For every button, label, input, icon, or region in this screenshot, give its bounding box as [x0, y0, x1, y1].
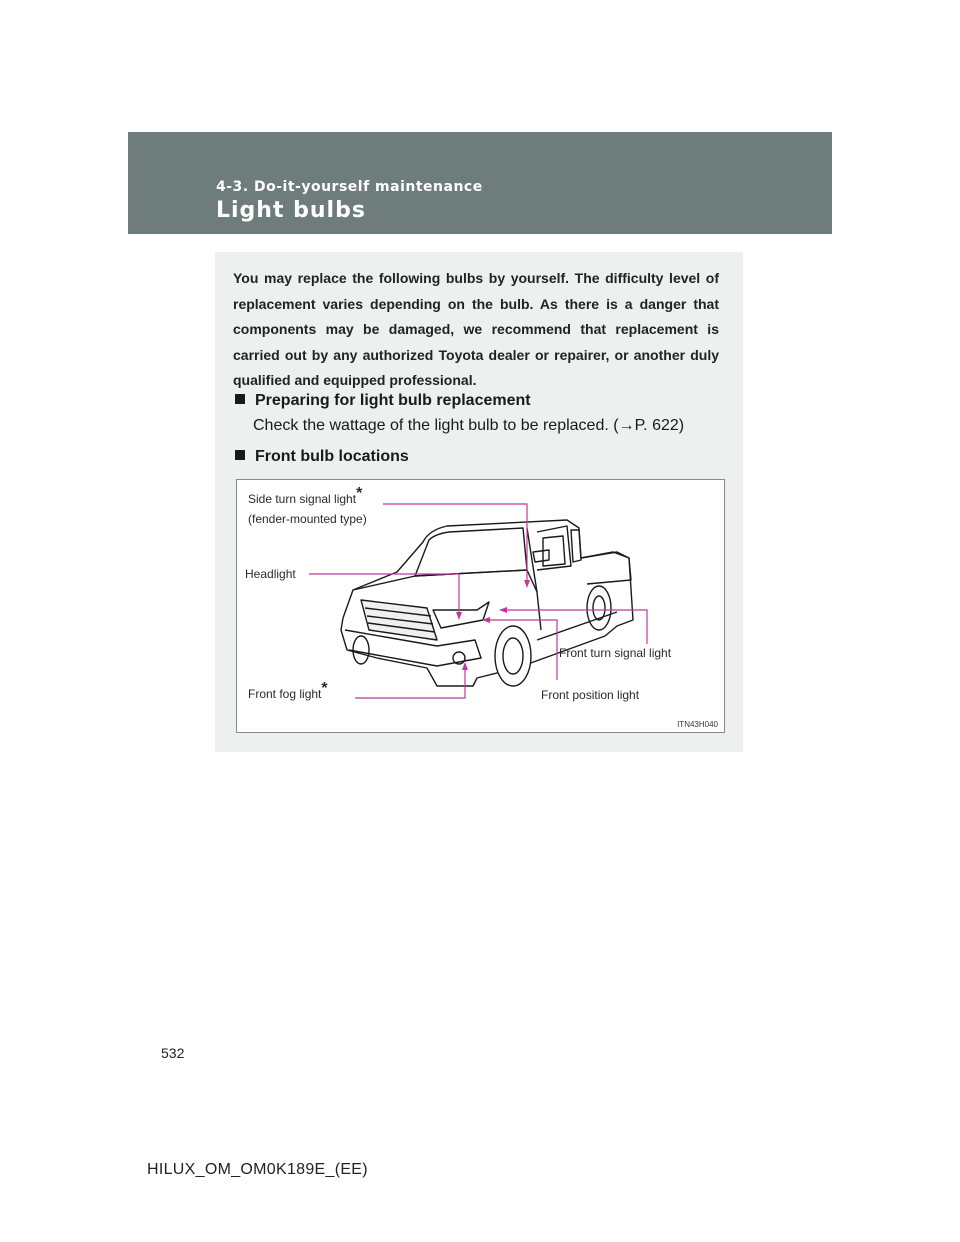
bullet-heading-preparing	[235, 392, 531, 410]
section-label: 4-3. Do-it-yourself maintenance	[216, 179, 483, 195]
callout-front-fog-light	[248, 680, 328, 701]
chapter-header-band	[128, 132, 832, 234]
callout-side-turn-signal-light	[248, 485, 363, 506]
asterisk-mark: *	[321, 680, 328, 697]
callout-front-position-light: Front position light	[541, 688, 640, 702]
callout-headlight: Headlight	[245, 567, 296, 581]
intro-paragraph: You may replace the following bulbs by yourself. The difficulty level of replacement varies depending on the bulb. As there is a danger that components may be damaged, we recommend that replacement is carried out by any authorized Toyota dealer or repairer, or another duly qualified and equipped professional.	[233, 270, 719, 388]
bullet-heading-text: Preparing for light bulb replacement	[255, 392, 531, 409]
document-id: HILUX_OM_OM0K189E_(EE)	[147, 1161, 368, 1178]
callout-text: Front fog light	[248, 687, 322, 701]
bullet-heading-text: Front bulb locations	[255, 448, 409, 465]
page-title: Light bulbs	[216, 198, 366, 223]
content-panel	[215, 252, 743, 752]
bullet-heading-front-bulbs	[235, 448, 409, 466]
asterisk-mark: *	[356, 485, 363, 502]
figure-code: ITN43H040	[677, 720, 718, 729]
callout-front-turn-signal-light: Front turn signal light	[559, 646, 672, 660]
callout-fender-mounted-type: (fender-mounted type)	[248, 512, 367, 526]
front-bulb-locations-figure	[236, 479, 725, 733]
callout-text: Side turn signal light	[248, 492, 357, 506]
square-bullet-icon	[235, 450, 245, 460]
square-bullet-icon	[235, 394, 245, 404]
bullet-body-preparing: Check the wattage of the light bulb to be replaced. (→P. 622)	[253, 417, 685, 434]
page-number: 532	[161, 1045, 185, 1061]
